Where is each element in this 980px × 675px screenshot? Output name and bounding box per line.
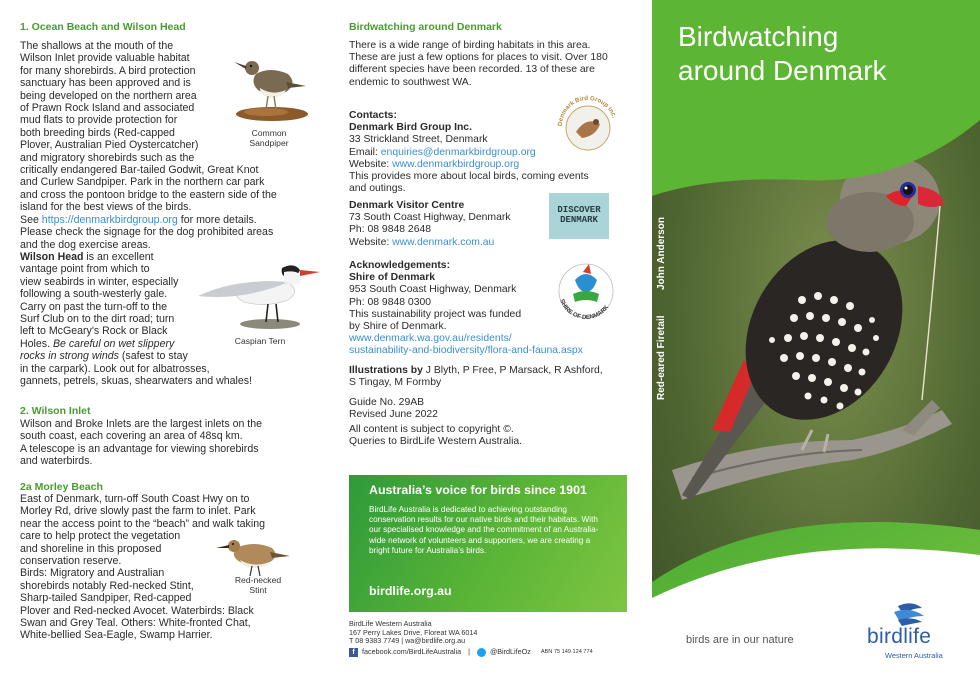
dvc-address: 73 South Coast Highway, Denmark (349, 212, 511, 224)
shire-address: 953 South Coast Highway, Denmark (349, 284, 517, 296)
section-2-body (20, 418, 320, 468)
s1-line: Wilson Inlet provide valuable habitat (20, 52, 190, 65)
s2a-line: Sharp-tailed Sandpiper, Red-capped (20, 592, 192, 605)
shire-of-denmark-logo (553, 258, 619, 328)
footer-org: BirdLife Western Australia (349, 619, 432, 628)
intro-line: There is a wide range of birding habitats in this area. (349, 40, 591, 51)
s2-line: south coast, each covering an area of 48sq km. (20, 430, 243, 443)
illus-line (349, 365, 639, 377)
s1-line: Plover, Australian Pied Oystercatcher) (20, 139, 199, 152)
photo-credit-vertical: John Anderson (656, 217, 667, 290)
s1-line: for many shorebirds. A bird protection (20, 64, 196, 77)
denmark-bird-group-link[interactable]: https://denmarkbirdgroup.org (41, 213, 178, 226)
shire-phone: Ph: 08 9848 0300 (349, 296, 432, 308)
s2-line: Wilson and Broke Inlets are the largest inlets on the (20, 418, 263, 430)
guide-no: Guide No. 29AB (349, 397, 425, 408)
copyright-block (349, 424, 639, 448)
denmark-bird-group-logo (552, 90, 624, 162)
section-2a-title: 2a Morley Beach (20, 481, 103, 493)
caption-line: Common (251, 128, 287, 138)
dvc-website-link[interactable]: www.denmark.com.au (392, 236, 495, 248)
dbg-desc-line: and outings. (349, 183, 406, 195)
wh-line: Carry on past the turn-off to the (20, 300, 168, 313)
footer-abn: ABN 75 149 124 774 (540, 648, 593, 655)
s1-see-pre: See (20, 213, 42, 226)
s1-line: mud flats to provide protection for (20, 114, 178, 127)
copyright-line: Queries to BirdLife Western Australia. (349, 436, 523, 448)
wh-first: is an excellent (83, 250, 154, 263)
dbg-logo-text: Denmark Bird Group Inc. (556, 94, 618, 127)
illus-names-2: S Tingay, M Formby (349, 377, 442, 389)
wh-line: Surf Club on to the dirt road; turn (20, 312, 175, 325)
s1-line: and cross the pontoon bridge to the eastern side of the (20, 188, 277, 201)
wh-after: (safest to stay (118, 350, 188, 363)
dbg-website-link[interactable]: www.denmarkbirdgroup.org (392, 158, 520, 170)
s1-line: and Curlew Sandpiper. Park in the northern car park (20, 176, 265, 189)
s2a-line: Morley Rd, drive slowly past the farm to inlet. Park (20, 505, 256, 518)
section-1-title: 1. Ocean Beach and Wilson Head (20, 21, 186, 33)
s2a-line: Swan and Grey Teal. Others: White-fronted Chat, (20, 617, 251, 630)
wh-line: left to McGeary's Rock or Black (20, 325, 168, 338)
discover-line: DISCOVER (557, 205, 601, 215)
middle-title: Birdwatching around Denmark (349, 21, 502, 33)
wh-holes: Holes. (20, 337, 53, 350)
dbg-email-label: Email: (349, 146, 381, 158)
illustrations-block (349, 365, 639, 389)
s1-line: Please check the signage for the dog prohibited areas (20, 226, 274, 239)
s2-line: A telescope is an advantage for viewing shorebirds (20, 442, 259, 455)
shire-logo-text: SHIRE OF DENMARK (558, 298, 611, 322)
s1-line: island for the best views of the birds. (20, 201, 192, 214)
wh-italic-a: Be careful on wet slippery (52, 337, 175, 350)
caption-caspian-tern: Caspian Tern (234, 336, 286, 346)
caption-line: Red-necked (234, 575, 282, 585)
wh-italic-b: rocks in strong winds (20, 350, 119, 363)
s1-line: and the dog exercise areas. (20, 238, 151, 251)
caspian-tern-illustration (196, 248, 322, 334)
wh-line: gannets, petrels, skuas, shearwaters and whales! (20, 374, 253, 387)
cover-title (678, 20, 887, 88)
copyright-line: All content is subject to copyright ©. (349, 424, 514, 435)
shire-link[interactable]: sustainability-and-biodiversity/flora-and-fauna.aspx (349, 345, 583, 357)
tagline: birds are in our nature (686, 634, 794, 646)
wh-line: vantage point from which to (20, 263, 150, 276)
s2a-line: White-bellied Sea-Eagle, Swamp Harrier. (20, 629, 213, 642)
s1-line: and migratory shorebirds such as the (20, 151, 195, 164)
s1-see-line (20, 214, 320, 226)
cover-title-line: around Denmark (678, 55, 887, 86)
footer-social-row (349, 648, 649, 657)
illus-names: J Blyth, P Free, P Marsack, R Ashford, (422, 365, 603, 376)
facebook-icon: f (349, 648, 358, 657)
s2a-line: conservation reserve. (20, 555, 122, 568)
shire-link[interactable]: www.denmark.wa.gov.au/residents/ (349, 333, 512, 345)
intro-text (349, 40, 639, 89)
footer-sep: | (468, 646, 470, 656)
caption-line: Stint (249, 585, 267, 595)
wh-line: in the carpark). Look out for albatrosses, (20, 362, 210, 375)
shire-name: Shire of Denmark (349, 272, 436, 284)
promo-url-link[interactable]: birdlife.org.au (369, 584, 452, 598)
s2a-line: Birds: Migratory and Australian (20, 567, 165, 580)
birdlife-promo-box (349, 475, 627, 612)
caption-common-sandpiper (240, 128, 298, 148)
cover-title-line: Birdwatching (678, 21, 839, 52)
dbg-name: Denmark Bird Group Inc. (349, 122, 472, 134)
contacts-label: Contacts: (349, 110, 397, 121)
birdlife-brand: birdlife (867, 625, 932, 648)
illus-label: Illustrations by (349, 365, 423, 376)
s2-line: and waterbirds. (20, 455, 93, 468)
shire-desc: by Shire of Denmark. (349, 321, 447, 333)
dbg-email-link[interactable]: enquiries@denmarkbirdgroup.org (380, 146, 536, 158)
caption-line: Sandpiper (249, 138, 289, 148)
wh-warning-line-2 (20, 350, 320, 362)
footer-block (349, 620, 649, 657)
section-2-title: 2. Wilson Inlet (20, 405, 91, 417)
dbg-desc-line: This provides more about local birds, coming events (349, 171, 589, 183)
s1-line: both breeding birds (Red-capped (20, 126, 175, 139)
dvc-name: Denmark Visitor Centre (349, 200, 465, 211)
caption-red-necked-stint (226, 575, 290, 595)
promo-title: Australia’s voice for birds since 1901 (369, 483, 587, 497)
discover-line: DENMARK (560, 215, 598, 225)
footer-contact: T 08 9383 7749 | wa@birdlife.org.au (349, 636, 466, 646)
birdlife-brand-sub: Western Australia (885, 651, 943, 660)
photo-caption-vertical: Red-eared Firetail (656, 315, 667, 400)
common-sandpiper-illustration (226, 44, 312, 124)
s1-line: sanctuary has been approved and is (20, 77, 191, 90)
s2a-line: near the access point to the “beach” and walk taking (20, 517, 265, 530)
shire-desc: This sustainability project was funded (349, 308, 522, 320)
dvc-phone: Ph: 08 9848 2648 (349, 224, 432, 236)
s2a-line: shorebirds notably Red-necked Stint, (20, 579, 194, 592)
s2a-line: and shoreline in this proposed (20, 542, 162, 555)
discover-denmark-logo (549, 193, 609, 239)
red-eared-firetail-photo (652, 0, 980, 675)
intro-line: These are just a few options for places to visit. Over 180 (349, 52, 608, 64)
intro-line: endemic to southwest WA. (349, 76, 472, 88)
guide-block (349, 397, 639, 421)
s1-see-post: for more details. (177, 213, 257, 226)
footer-twitter-link[interactable]: @BirdLifeOz (489, 646, 531, 656)
footer-facebook-link[interactable]: facebook.com/BirdLifeAustralia (362, 646, 462, 656)
s2a-line: Plover and Red-necked Avocet. Waterbirds: Black (20, 604, 254, 617)
wh-line: following a south-westerly gale. (20, 288, 168, 301)
s1-line: The shallows at the mouth of the (20, 40, 174, 52)
ack-label: Acknowledgements: (349, 260, 451, 271)
revised-date: Revised June 2022 (349, 409, 438, 421)
red-necked-stint-illustration (214, 532, 294, 578)
dvc-web-label: Website: (349, 236, 393, 248)
s2a-line: East of Denmark, turn-off South Coast Hwy on to (20, 493, 250, 505)
dbg-web-label: Website: (349, 158, 393, 170)
intro-line: different species have been recorded. 13 of these are (349, 64, 595, 76)
twitter-icon (477, 648, 486, 657)
wilson-head-bold: Wilson Head (20, 250, 84, 263)
s1-line: being developed on the northern area (20, 89, 197, 102)
footer-address: 167 Perry Lakes Drive, Floreat WA 6014 (349, 627, 478, 637)
s1-line: critically endangered Bar-tailed Godwit, Great Knot (20, 164, 259, 177)
promo-body: BirdLife Australia is dedicated to achieving outstanding conservation results for our native birds and their habitats. With our specialised knowledge and the commitment of an Australia-wide network of volunteers and supporters, we are creating a bright future for Australia’s birds. (369, 505, 599, 555)
wh-line: view seabirds in winter, especially (20, 275, 179, 288)
dbg-address: 33 Strickland Street, Denmark (349, 134, 488, 146)
s1-line: of Prawn Rock Island and associated (20, 102, 195, 115)
s2a-line: care to help protect the vegetation (20, 530, 181, 543)
